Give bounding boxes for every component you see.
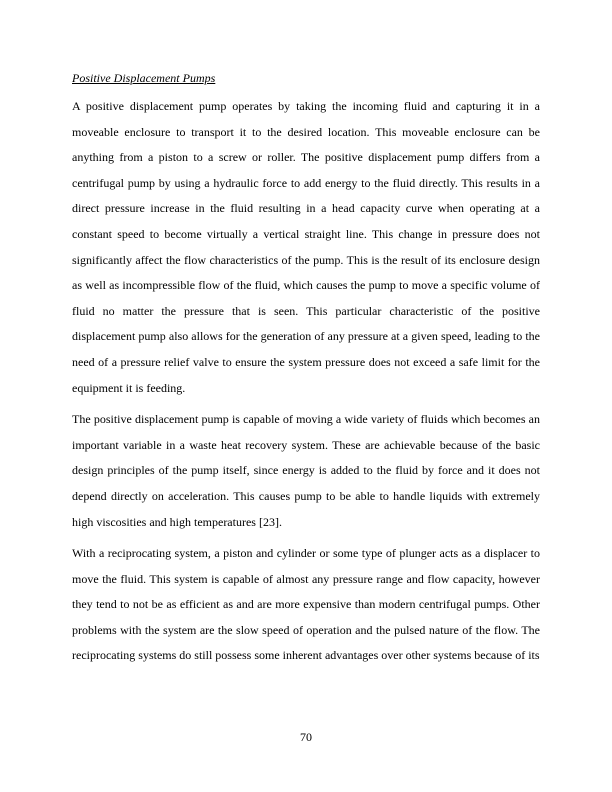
page-number: 70 <box>300 730 312 744</box>
section-heading: Positive Displacement Pumps <box>72 71 216 85</box>
document-body <box>72 70 540 675</box>
paragraph-2: The positive displacement pump is capable of moving a wide variety of fluids which becomes an important variable in a waste heat recovery system. These are achievable because of the basic design principles of the pump itself, since energy is added to the fluid by force and it does not depend directly on acceleration. This causes pump to be able to handle liquids with extremely high viscosities and high temperatures [23]. <box>72 412 540 529</box>
paragraph-1: A positive displacement pump operates by taking the incoming fluid and capturing it in a moveable enclosure to transport it to the desired location. This moveable enclosure can be anything from a piston to a screw or roller. The positive displacement pump differs from a centrifugal pump by using a hydraulic force to add energy to the fluid directly. This results in a direct pressure increase in the fluid resulting in a head capacity curve when operating at a constant speed to become virtually a vertical straight line. This change in pressure does not significantly affect the flow characteristics of the pump. This is the result of its enclosure design as well as incompressible flow of the fluid, which causes the pump to move a specific volume of fluid no matter the pressure that is seen. This particular characteristic of the positive displacement pump also allows for the generation of any pressure at a given speed, leading to the need of a pressure relief valve to ensure the system pressure does not exceed a safe limit for the equipment it is feeding. <box>72 99 540 395</box>
paragraph-3: With a reciprocating system, a piston and cylinder or some type of plunger acts as a displacer to move the fluid. This system is capable of almost any pressure range and flow capacity, however they tend to not be as efficient as and are more expensive than modern centrifugal pumps. Other problems with the system are the slow speed of operation and the pulsed nature of the flow. The reciprocating systems do still possess some inherent advantages over other systems because of its <box>72 546 540 663</box>
